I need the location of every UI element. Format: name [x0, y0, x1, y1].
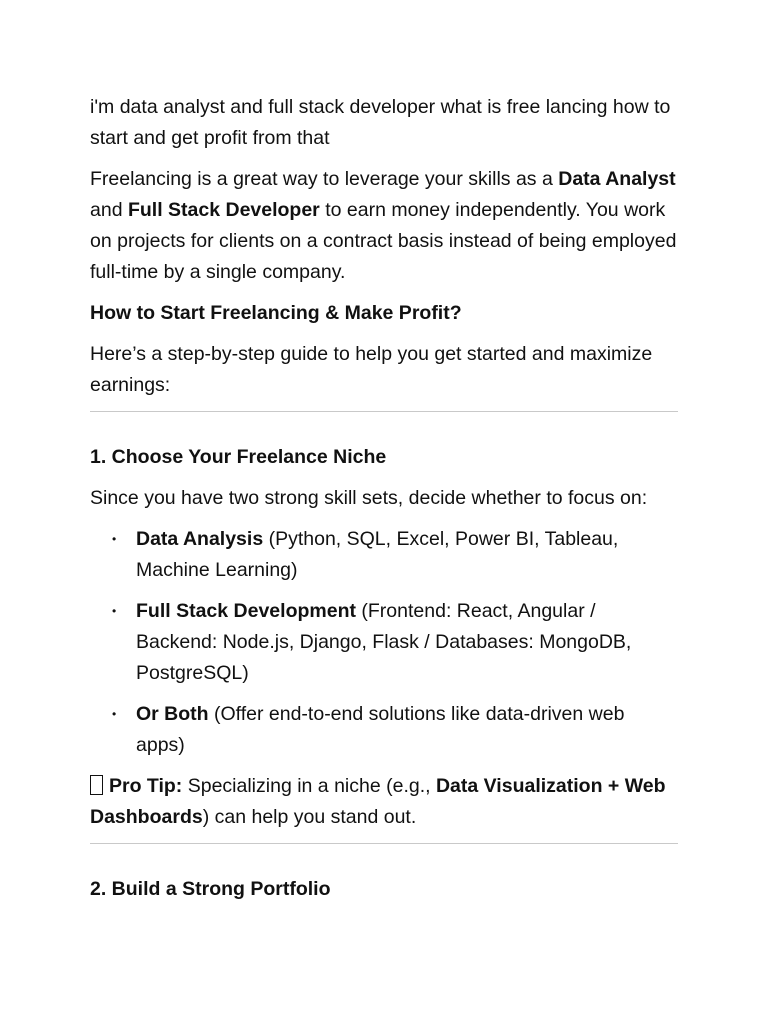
- intro-text-2: and: [90, 199, 128, 221]
- intro-paragraph: [90, 164, 678, 288]
- intro-text-3: to earn money independently. You work on projects for clients on a contract basis instead of being employed full-time by a single company.: [90, 199, 677, 283]
- pro-tip-text-1: Specializing in a niche (e.g.,: [182, 775, 436, 797]
- pro-tip-bold: Data Visualization + Web Dashboards: [90, 775, 666, 828]
- list-item-bold: Data Analysis: [136, 528, 264, 550]
- bullet-icon: •: [112, 604, 117, 618]
- list-item: [90, 596, 678, 689]
- bullet-icon: •: [112, 532, 117, 546]
- intro-text-1: Freelancing is a great way to leverage your skills as a: [90, 168, 559, 190]
- list-item-bold: Or Both: [136, 703, 209, 725]
- intro-bold-full-stack: Full Stack Developer: [127, 199, 320, 221]
- pro-tip-text-2: ) can help you stand out.: [202, 806, 417, 828]
- list-item-bold: Full Stack Development: [136, 600, 356, 622]
- list-item-text: (Offer end-to-end solutions like data-driven web apps): [136, 703, 625, 756]
- intro-bold-data-analyst: Data Analyst: [558, 168, 676, 190]
- list-item: [90, 524, 678, 586]
- bullet-icon: •: [112, 707, 117, 721]
- list-item-text: (Python, SQL, Excel, Power BI, Tableau, Machine Learning): [136, 528, 619, 581]
- list-item: [90, 699, 678, 761]
- howto-heading: How to Start Freelancing & Make Profit?: [90, 302, 462, 324]
- section-divider: [90, 843, 678, 844]
- guide-text: Here’s a step-by-step guide to help you get started and maximize earnings:: [90, 343, 653, 396]
- missing-glyph-icon: [90, 775, 103, 795]
- section1-heading: 1. Choose Your Freelance Niche: [90, 446, 387, 468]
- section1-intro: Since you have two strong skill sets, decide whether to focus on:: [90, 487, 648, 509]
- list-item-text: (Frontend: React, Angular / Backend: Node.js, Django, Flask / Databases: MongoDB, PostgreSQL): [136, 600, 632, 684]
- user-question: i'm data analyst and full stack developer what is free lancing how to start and get profit from that: [90, 96, 671, 149]
- section2-heading: 2. Build a Strong Portfolio: [90, 878, 331, 900]
- pro-tip-label: Pro Tip:: [109, 775, 183, 797]
- niche-list: [90, 524, 678, 761]
- pro-tip: [90, 771, 678, 833]
- section-divider: [90, 411, 678, 412]
